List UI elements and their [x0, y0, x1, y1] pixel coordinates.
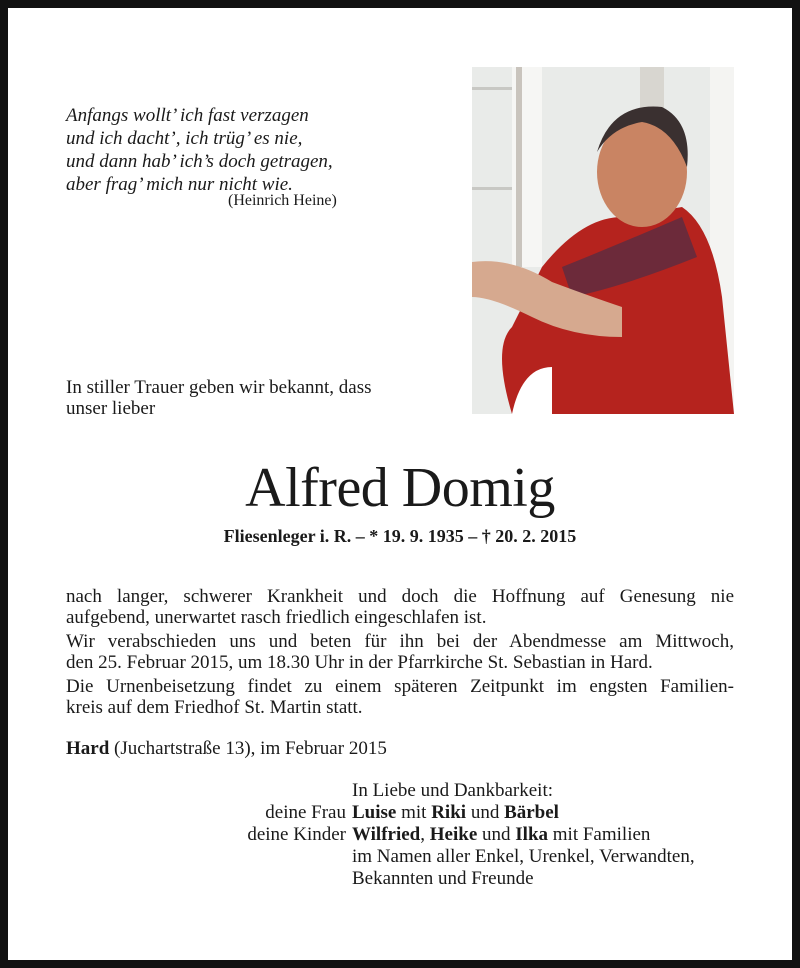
portrait-photo	[472, 67, 734, 414]
children-label: deine Kinder	[247, 824, 346, 845]
text: mit Familien	[548, 824, 651, 845]
intro-line: In stiller Trauer geben wir bekannt, dass	[66, 377, 372, 398]
poem-line: und dann hab’ ich’s doch getragen,	[66, 151, 333, 172]
wife-line	[352, 802, 559, 824]
name: Wilfried	[352, 824, 421, 845]
body-line: Wir verabschieden uns und beten für ihn bei der Abendmesse am Mittwoch,	[66, 631, 734, 652]
wife-name: Luise	[352, 802, 397, 823]
name: Bärbel	[504, 802, 559, 823]
signature-line: Bekannten und Freunde	[352, 868, 534, 889]
signature-line: im Namen aller Enkel, Urenkel, Verwandten,	[352, 846, 695, 867]
poem-author: (Heinrich Heine)	[228, 192, 337, 209]
body-line: aufgebend, unerwartet rasch friedlich eingeschlafen ist.	[66, 607, 487, 628]
intro-text	[66, 377, 372, 419]
name: Ilka	[515, 824, 549, 845]
paragraph	[66, 586, 734, 628]
deceased-name: Alfred Domig	[245, 457, 555, 519]
body-line: Die Urnenbeisetzung findet zu einem späteren Zeitpunkt im engsten Familien-	[66, 676, 734, 697]
body-line: nach langer, schwerer Krankheit und doch die Hoffnung auf Genesung nie	[66, 586, 734, 607]
place-address-date: (Juchartstraße 13), im Februar 2015	[109, 738, 387, 759]
body-line: kreis auf dem Friedhof St. Martin statt.	[66, 697, 363, 718]
deceased-details: Fliesenleger i. R. – * 19. 9. 1935 – † 20. 2. 2015	[223, 526, 577, 546]
text: und	[477, 824, 516, 845]
intro-line: unser lieber	[66, 398, 156, 419]
poem-line: Anfangs wollt’ ich fast verzagen	[66, 105, 309, 126]
text: mit	[396, 802, 432, 823]
body-line: den 25. Februar 2015, um 18.30 Uhr in der Pfarrkirche St. Sebastian in Hard.	[66, 652, 653, 673]
children-line	[352, 824, 650, 846]
text: und	[466, 802, 505, 823]
paragraph	[66, 676, 734, 718]
text: ,	[420, 824, 430, 845]
name: Heike	[429, 824, 478, 845]
poem-line: und ich dacht’, ich trüg’ es nie,	[66, 128, 303, 149]
place-date	[66, 738, 387, 760]
name: Riki	[431, 802, 467, 823]
announcement-body	[66, 586, 734, 721]
poem	[66, 104, 333, 196]
signature-block	[230, 780, 695, 890]
signature-heading: In Liebe und Dankbarkeit:	[352, 780, 554, 801]
paragraph	[66, 631, 734, 673]
place-name: Hard	[66, 738, 110, 759]
poem-line: aber frag’ mich nur nicht wie.	[66, 174, 293, 195]
wife-label: deine Frau	[265, 802, 346, 823]
